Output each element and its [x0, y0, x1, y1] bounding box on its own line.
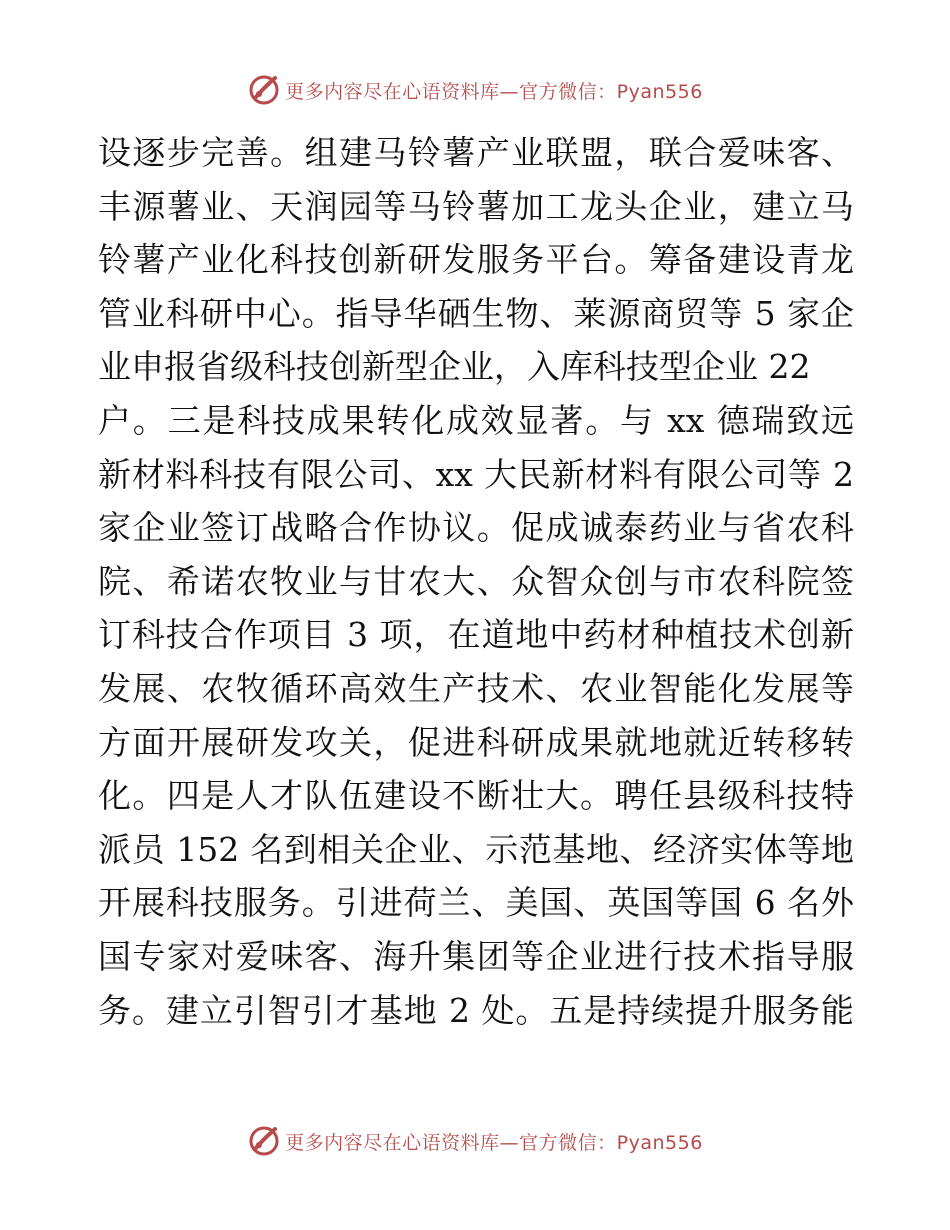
text-line: 务。建立引智引才基地 2 处。五是持续提升服务能 — [98, 990, 854, 1030]
text-line: 派员 152 名到相关企业、示范基地、经济实体等地 — [98, 829, 854, 869]
text-line: 发展、农牧循环高效生产技术、农业智能化发展等 — [98, 668, 854, 708]
text-line: 铃薯产业化科技创新研发服务平台。筹备建设青龙 — [98, 240, 854, 280]
text-line: 家企业签订战略合作协议。促成诚泰药业与省农科 — [98, 508, 854, 548]
text-line: 户。三是科技成果转化成效显著。与 xx 德瑞致远 — [98, 400, 854, 440]
watermark-text: 更多内容尽在心语资料库—官方微信：Pyan556 — [285, 80, 703, 103]
text-line: 管业科研中心。指导华硒生物、莱源商贸等 5 家企 — [98, 293, 854, 333]
text-line: 院、希诺农牧业与甘农大、众智众创与市农科院签 — [98, 561, 854, 601]
text-line: 设逐步完善。组建马铃薯产业联盟，联合爱味客、 — [98, 133, 854, 172]
text-line: 方面开展研发攻关，促进科研成果就地就近转移转 — [98, 722, 854, 762]
text-line: 订科技合作项目 3 项，在道地中药材种植技术创新 — [98, 615, 854, 655]
brush-circle-logo — [247, 1124, 281, 1158]
text-line: 开展科技服务。引进荷兰、美国、英国等国 6 名外 — [98, 883, 854, 923]
footer-watermark — [0, 1121, 950, 1161]
text-line: 丰源薯业、天润园等马铃薯加工龙头企业，建立马 — [98, 186, 854, 226]
header-watermark — [0, 70, 950, 110]
text-line: 新材料科技有限公司、xx 大民新材料有限公司等 2 — [98, 454, 854, 494]
brush-circle-logo — [247, 73, 281, 107]
watermark-text: 更多内容尽在心语资料库—官方微信：Pyan556 — [285, 1131, 703, 1154]
text-line: 化。四是人才队伍建设不断壮大。聘任县级科技特 — [98, 776, 854, 816]
text-line: 国专家对爱味客、海升集团等企业进行技术指导服 — [98, 936, 854, 976]
text-line: 业申报省级科技创新型企业，入库科技型企业 22 — [98, 347, 811, 387]
document-body — [98, 126, 854, 1037]
